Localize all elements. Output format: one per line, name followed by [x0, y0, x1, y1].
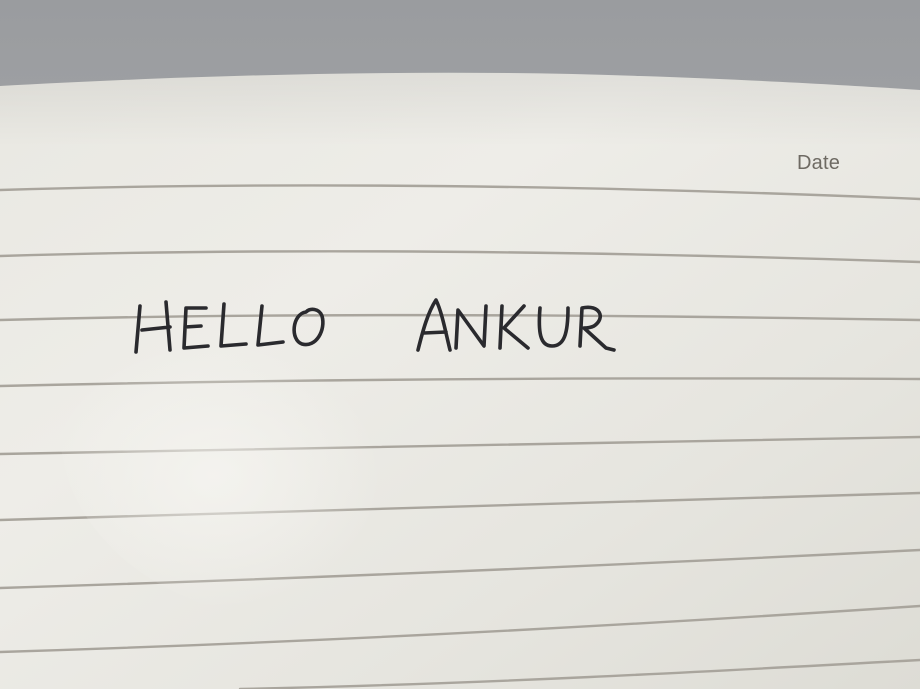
- ink-letter-a: [418, 300, 450, 350]
- ink-letter-e: [184, 308, 208, 348]
- ink-letter-h: [136, 302, 170, 352]
- ink-letter-l: [258, 306, 283, 345]
- ink-letter-k: [500, 306, 528, 348]
- ink-letter-o: [294, 309, 323, 344]
- ink-letter-r: [580, 307, 614, 350]
- ink-letter-l: [221, 304, 246, 346]
- ink-letter-u: [539, 308, 568, 346]
- ink-letter-n: [456, 306, 486, 348]
- date-label: Date: [797, 152, 841, 174]
